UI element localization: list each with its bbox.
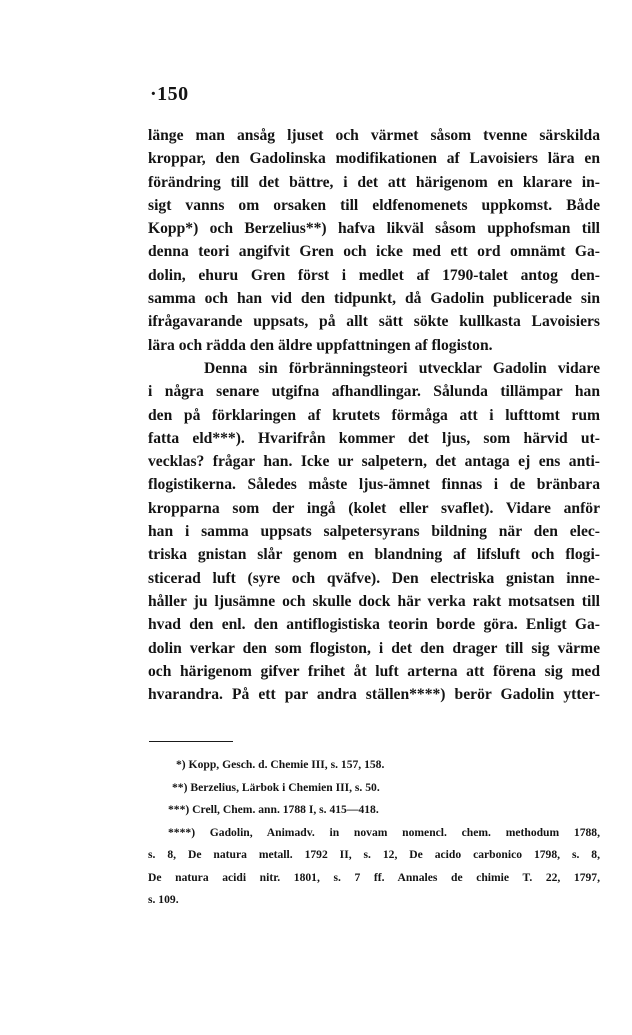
- text-line: håller ju ljusämne och skulle dock här verka rakt motsatsen till: [148, 592, 600, 610]
- text-line: förändring till det bättre, i det att härigenom en klarare in-: [148, 173, 600, 191]
- text-line: ifrågavarande uppsats, på allt sätt sökte kullkasta Lavoisiers: [148, 313, 600, 331]
- text-line: Denna sin förbränningsteori utvecklar Gadolin vidare: [204, 359, 600, 377]
- text-line: dolin verkar den som flogiston, i det den drager till sig värme: [148, 639, 600, 657]
- footnote: ***) Crell, Chem. ann. 1788 I, s. 415—418.: [168, 803, 379, 816]
- body-text: [148, 124, 600, 706]
- text-line: kropparna som der ingå (kolet eller svaflet). Vidare anför: [148, 499, 600, 517]
- text-line: Kopp*) och Berzelius**) hafva likväl såsom upphofsman till: [148, 220, 600, 238]
- text-line: hvarandra. På ett par andra ställen****) berör Gadolin ytter-: [148, 686, 600, 704]
- text-line: lära och rädda den äldre uppfattningen af flogiston.: [148, 336, 493, 354]
- text-line: kroppar, den Gadolinska modifikationen af Lavoisiers lära en: [148, 150, 600, 168]
- text-line: och härigenom gifver frihet åt luft arterna att förena sig med: [148, 662, 600, 680]
- text-line: sticerad luft (syre och qväfve). Den electriska gnistan inne-: [148, 569, 600, 587]
- footnote: **) Berzelius, Lärbok i Chemien III, s. 50.: [172, 780, 380, 794]
- footnote: *) Kopp, Gesch. d. Chemie III, s. 157, 158.: [176, 758, 385, 771]
- text-line: den på förklaringen af krutets förmåga att i lufttomt rum: [148, 406, 600, 424]
- footnote-continuation: De natura acidi nitr. 1801, s. 7 ff. Annales de chimie T. 22, 1797,: [148, 870, 600, 884]
- text-line: han i samma uppsats salpetersyrans bildning när den elec-: [148, 523, 600, 541]
- text-line: triska gnistan slår genom en blandning af lifsluft och flogi-: [148, 546, 600, 564]
- text-line: flogistikerna. Således måste ljus-ämnet finnas i de bränbara: [148, 476, 600, 494]
- text-line: denna teori angifvit Gren och icke med ett ord omnämt Ga-: [148, 243, 600, 261]
- text-line: vecklas? frågar han. Icke ur salpetern, det antaga ej ens anti-: [148, 453, 600, 471]
- text-line: i några senare utgifna afhandlingar. Sålunda tillämpar han: [148, 383, 600, 401]
- footnote-continuation: s. 8, De natura metall. 1792 II, s. 12, De acido carbonico 1798, s. 8,: [148, 848, 600, 861]
- page-number: ·150: [150, 83, 189, 105]
- footnotes: [148, 754, 600, 912]
- text-line: sigt vanns om orsaken till eldfenomenets uppkomst. Både: [148, 196, 600, 214]
- text-line: samma och han vid den tidpunkt, då Gadolin publicerade sin: [148, 290, 600, 308]
- text-line: fatta eld***). Hvarifrån kommer det ljus, som härvid ut-: [148, 429, 600, 447]
- footnote-divider: [149, 741, 233, 742]
- footnote: ****) Gadolin, Animadv. in novam nomencl. chem. methodum 1788,: [168, 825, 600, 839]
- text-line: dolin, ehuru Gren först i medlet af 1790-talet antog den-: [148, 266, 600, 284]
- footnote-continuation: s. 109.: [148, 893, 179, 906]
- text-line: hvad den enl. den antiflogistiska teorin borde göra. Enligt Ga-: [148, 616, 600, 634]
- text-line: länge man ansåg ljuset och värmet såsom tvenne särskilda: [148, 127, 600, 144]
